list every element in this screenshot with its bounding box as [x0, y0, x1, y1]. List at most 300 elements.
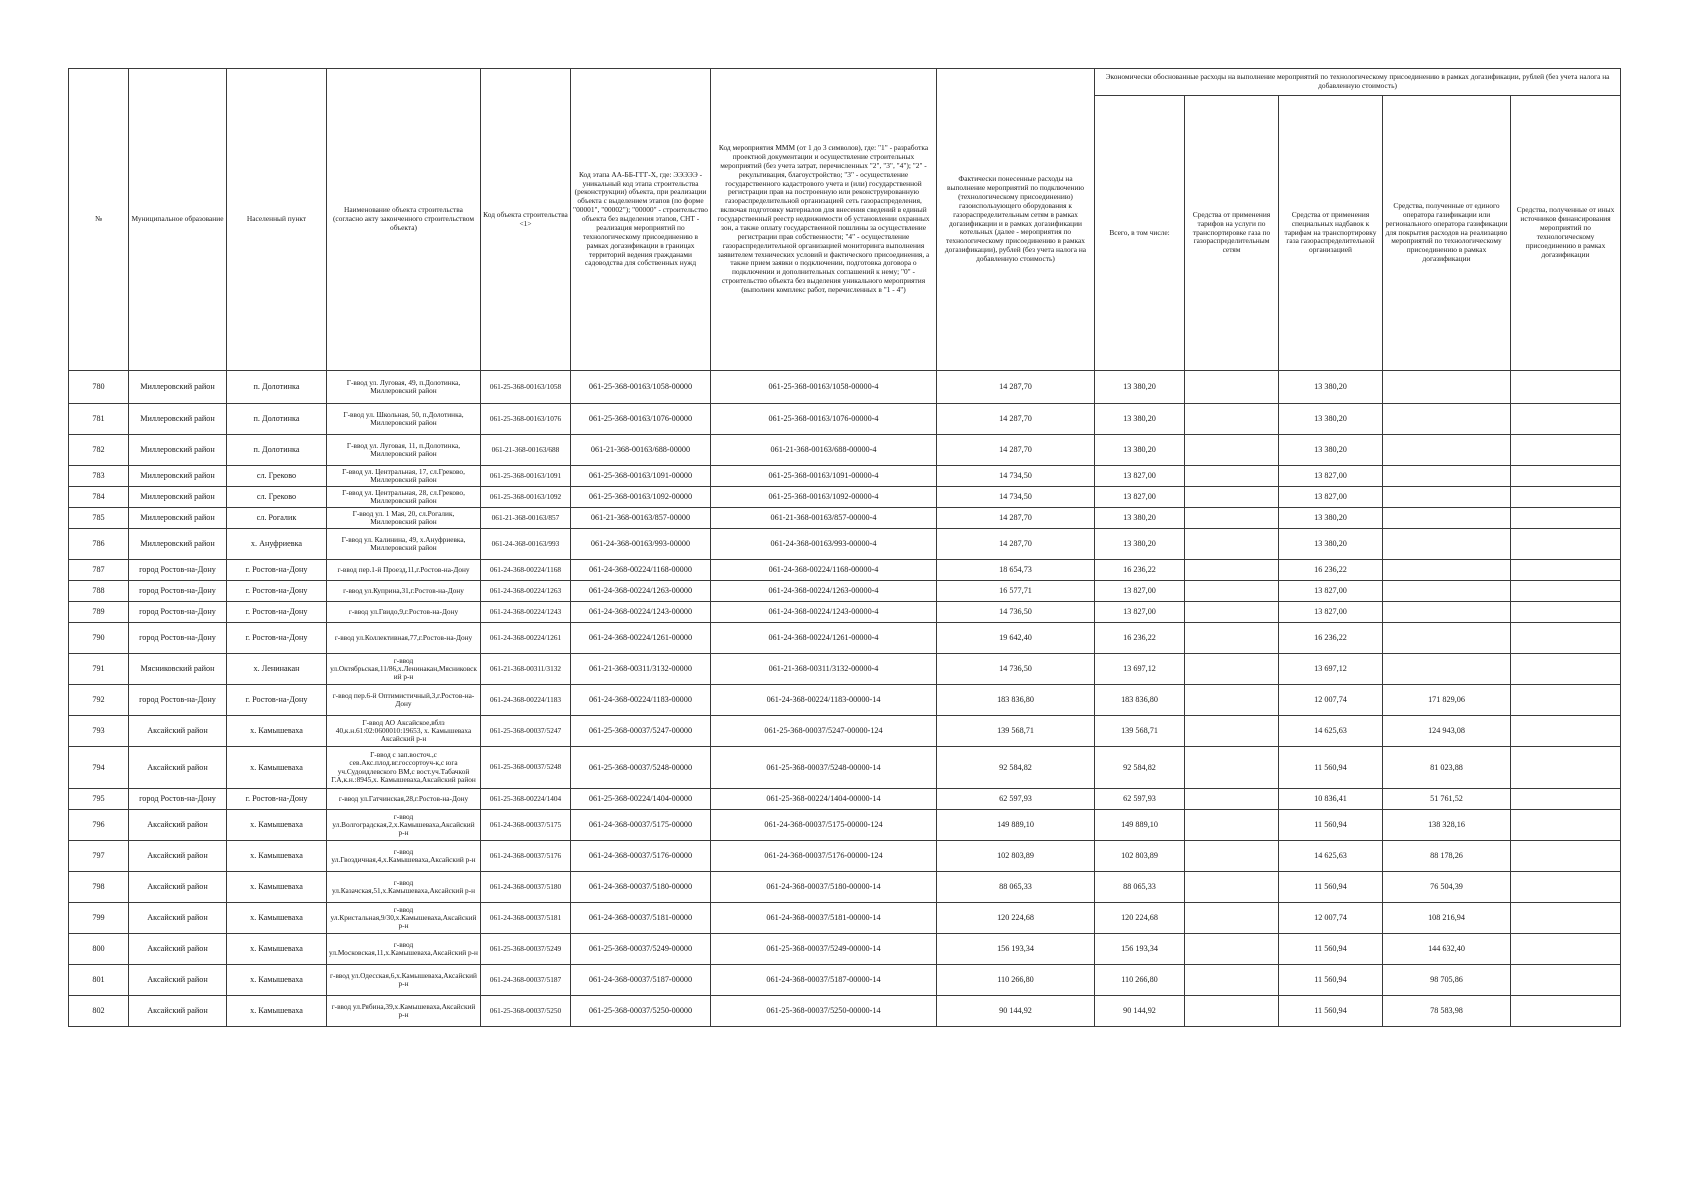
cell-locality: п. Долотинка [227, 435, 327, 466]
cell-actual-costs: 183 836,80 [937, 685, 1095, 716]
cell-num: 791 [69, 654, 129, 685]
cell-measure-code: 061-25-368-00163/1076-00000-4 [711, 404, 937, 435]
cell-locality: х. Ленинакан [227, 654, 327, 685]
cell-num: 799 [69, 903, 129, 934]
cell-actual-costs: 14 734,50 [937, 466, 1095, 487]
cell-actual-costs: 110 266,80 [937, 965, 1095, 996]
cell-total: 13 827,00 [1095, 487, 1185, 508]
cell-num: 781 [69, 404, 129, 435]
cell-municipality: Аксайский район [129, 810, 227, 841]
cell-municipality: Аксайский район [129, 996, 227, 1027]
cell-total: 13 827,00 [1095, 466, 1185, 487]
cell-other-funds [1511, 934, 1621, 965]
cell-locality: г. Ростов-на-Дону [227, 581, 327, 602]
cell-operator-funds [1383, 560, 1511, 581]
cell-actual-costs: 14 287,70 [937, 508, 1095, 529]
cell-actual-costs: 14 287,70 [937, 529, 1095, 560]
cell-actual-costs: 90 144,92 [937, 996, 1095, 1027]
cell-total: 13 380,20 [1095, 404, 1185, 435]
cell-surcharge-funds: 16 236,22 [1279, 560, 1383, 581]
cell-num: 786 [69, 529, 129, 560]
cell-operator-funds [1383, 508, 1511, 529]
cell-total: 16 236,22 [1095, 623, 1185, 654]
cell-object-code: 061-24-368-00037/5181 [481, 903, 571, 934]
cell-other-funds [1511, 487, 1621, 508]
cell-municipality: Аксайский район [129, 872, 227, 903]
cell-num: 780 [69, 371, 129, 404]
table-row [69, 602, 1621, 623]
cell-tariff-funds [1185, 810, 1279, 841]
cell-total: 13 380,20 [1095, 529, 1185, 560]
cell-object-name: г-ввод ул.Гвоздичная,4,х.Камышеваха,Аксайский р-н [327, 841, 481, 872]
cell-total: 102 803,89 [1095, 841, 1185, 872]
cell-object-name: Г-ввод ул. Центральная, 17, сл.Греково, Миллеровский район [327, 466, 481, 487]
cell-stage-code: 061-24-368-00037/5176-00000 [571, 841, 711, 872]
cell-actual-costs: 139 568,71 [937, 716, 1095, 747]
cell-total: 183 836,80 [1095, 685, 1185, 716]
cell-other-funds [1511, 404, 1621, 435]
table-row [69, 371, 1621, 404]
cell-object-name: г-ввод ул.Октябрьская,11/86,х.Ленинакан,Мясниковский р-н [327, 654, 481, 685]
cell-operator-funds: 51 761,52 [1383, 789, 1511, 810]
cell-object-code: 061-24-368-00224/1168 [481, 560, 571, 581]
cell-surcharge-funds: 14 625,63 [1279, 716, 1383, 747]
cell-other-funds [1511, 371, 1621, 404]
cell-actual-costs: 120 224,68 [937, 903, 1095, 934]
cell-municipality: Аксайский район [129, 841, 227, 872]
header-object-name: Наименование объекта строительства (согласно акту законченного строительством объекта) [327, 69, 481, 371]
cell-tariff-funds [1185, 654, 1279, 685]
cell-actual-costs: 14 736,50 [937, 654, 1095, 685]
cell-num: 789 [69, 602, 129, 623]
cell-locality: сл. Греково [227, 487, 327, 508]
cell-operator-funds: 88 178,26 [1383, 841, 1511, 872]
header-other-funds: Средства, полученные от иных источников финансирования мероприятий по технологическому присоединению в рамках догазификации [1511, 96, 1621, 371]
cell-stage-code: 061-24-368-00224/1261-00000 [571, 623, 711, 654]
table-body [69, 371, 1621, 1027]
cell-municipality: Миллеровский район [129, 371, 227, 404]
cell-total: 13 827,00 [1095, 581, 1185, 602]
cell-tariff-funds [1185, 508, 1279, 529]
cell-measure-code: 061-24-368-00037/5176-00000-124 [711, 841, 937, 872]
cell-other-funds [1511, 747, 1621, 789]
cell-operator-funds: 171 829,06 [1383, 685, 1511, 716]
cell-operator-funds: 138 328,16 [1383, 810, 1511, 841]
table-row [69, 581, 1621, 602]
cell-locality: п. Долотинка [227, 404, 327, 435]
cell-measure-code: 061-25-368-00163/1092-00000-4 [711, 487, 937, 508]
cell-stage-code: 061-24-368-00224/1168-00000 [571, 560, 711, 581]
cell-object-code: 061-21-368-00163/688 [481, 435, 571, 466]
cell-tariff-funds [1185, 903, 1279, 934]
cell-object-name: г-ввод ул.Гатчинская,28,г.Ростов-на-Дону [327, 789, 481, 810]
cell-other-funds [1511, 654, 1621, 685]
cell-object-name: Г-ввод ул. Луговая, 11, п.Долотинка, Миллеровский район [327, 435, 481, 466]
table-row [69, 841, 1621, 872]
cell-stage-code: 061-21-368-00163/688-00000 [571, 435, 711, 466]
cell-object-name: Г-ввод ул. Калинина, 49, х.Ануфриевка, Миллеровский район [327, 529, 481, 560]
cell-measure-code: 061-25-368-00037/5247-00000-124 [711, 716, 937, 747]
cell-surcharge-funds: 13 380,20 [1279, 508, 1383, 529]
cell-object-code: 061-25-368-00037/5250 [481, 996, 571, 1027]
cell-other-funds [1511, 466, 1621, 487]
cell-actual-costs: 14 287,70 [937, 371, 1095, 404]
cell-measure-code: 061-25-368-00163/1058-00000-4 [711, 371, 937, 404]
cell-object-code: 061-25-368-00037/5248 [481, 747, 571, 789]
cell-surcharge-funds: 12 007,74 [1279, 903, 1383, 934]
cell-other-funds [1511, 872, 1621, 903]
cell-total: 90 144,92 [1095, 996, 1185, 1027]
cell-municipality: Миллеровский район [129, 435, 227, 466]
cell-object-name: Г-ввод с зап.восточ.,с сев.Акс.плод.вг.госсортоуч-к,с юга уч.Судоидлевского ВМ,с вост.уч.Табачкой Г.А,к.н.:8945,х. Камышеваха,Аксайский район [327, 747, 481, 789]
cell-tariff-funds [1185, 581, 1279, 602]
cell-actual-costs: 16 577,71 [937, 581, 1095, 602]
cell-locality: х. Камышеваха [227, 872, 327, 903]
table-row [69, 623, 1621, 654]
cell-object-code: 061-24-368-00224/1263 [481, 581, 571, 602]
cell-locality: г. Ростов-на-Дону [227, 602, 327, 623]
cell-tariff-funds [1185, 685, 1279, 716]
cell-municipality: Аксайский район [129, 934, 227, 965]
cell-object-name: г-ввод ул.Рябина,39,х.Камышеваха,Аксайский р-н [327, 996, 481, 1027]
cell-total: 110 266,80 [1095, 965, 1185, 996]
cell-tariff-funds [1185, 934, 1279, 965]
cell-surcharge-funds: 13 380,20 [1279, 435, 1383, 466]
cell-actual-costs: 88 065,33 [937, 872, 1095, 903]
cell-other-funds [1511, 623, 1621, 654]
cell-measure-code: 061-25-368-00163/1091-00000-4 [711, 466, 937, 487]
cell-tariff-funds [1185, 623, 1279, 654]
cell-object-code: 061-24-368-00224/1261 [481, 623, 571, 654]
table-row [69, 747, 1621, 789]
cell-stage-code: 061-21-368-00311/3132-00000 [571, 654, 711, 685]
cell-stage-code: 061-25-368-00037/5248-00000 [571, 747, 711, 789]
table-row [69, 934, 1621, 965]
cell-stage-code: 061-25-368-00163/1076-00000 [571, 404, 711, 435]
cell-operator-funds: 144 632,40 [1383, 934, 1511, 965]
cell-object-code: 061-25-368-00163/1058 [481, 371, 571, 404]
cell-surcharge-funds: 13 697,12 [1279, 654, 1383, 685]
cell-municipality: Миллеровский район [129, 466, 227, 487]
cell-locality: х. Камышеваха [227, 996, 327, 1027]
cell-stage-code: 061-25-368-00037/5250-00000 [571, 996, 711, 1027]
cell-actual-costs: 14 734,50 [937, 487, 1095, 508]
cell-stage-code: 061-24-368-00037/5187-00000 [571, 965, 711, 996]
cell-num: 796 [69, 810, 129, 841]
cell-municipality: Аксайский район [129, 716, 227, 747]
cell-object-code: 061-24-368-00037/5187 [481, 965, 571, 996]
cell-object-name: г-ввод ул.Куприна,31,г.Ростов-на-Дону [327, 581, 481, 602]
cell-num: 795 [69, 789, 129, 810]
cell-stage-code: 061-25-368-00037/5249-00000 [571, 934, 711, 965]
cell-measure-code: 061-24-368-00224/1261-00000-4 [711, 623, 937, 654]
cell-other-funds [1511, 841, 1621, 872]
cell-tariff-funds [1185, 996, 1279, 1027]
document-sheet [68, 68, 1620, 1027]
cell-object-name: г-ввод пер.6-й Оптимистичный,3,г.Ростов-на-Дону [327, 685, 481, 716]
cell-municipality: город Ростов-на-Дону [129, 789, 227, 810]
cell-other-funds [1511, 508, 1621, 529]
table-row [69, 810, 1621, 841]
cell-surcharge-funds: 13 380,20 [1279, 404, 1383, 435]
cell-municipality: город Ростов-на-Дону [129, 581, 227, 602]
cell-locality: х. Камышеваха [227, 841, 327, 872]
cell-actual-costs: 14 287,70 [937, 435, 1095, 466]
cell-tariff-funds [1185, 371, 1279, 404]
cell-object-name: г-ввод ул.Волгоградская,2,х.Камышеваха,Аксайский р-н [327, 810, 481, 841]
cell-object-name: г-ввод ул.Казачская,51,х.Камышеваха,Аксайский р-н [327, 872, 481, 903]
cell-other-funds [1511, 789, 1621, 810]
cell-surcharge-funds: 11 560,94 [1279, 747, 1383, 789]
table-row [69, 466, 1621, 487]
cell-operator-funds: 76 504,39 [1383, 872, 1511, 903]
cell-other-funds [1511, 581, 1621, 602]
cell-tariff-funds [1185, 841, 1279, 872]
cell-other-funds [1511, 685, 1621, 716]
cell-measure-code: 061-25-368-00037/5248-00000-14 [711, 747, 937, 789]
cell-measure-code: 061-24-368-00224/1183-00000-14 [711, 685, 937, 716]
table-row [69, 529, 1621, 560]
cell-measure-code: 061-25-368-00037/5249-00000-14 [711, 934, 937, 965]
cell-actual-costs: 102 803,89 [937, 841, 1095, 872]
cell-operator-funds [1383, 581, 1511, 602]
header-municipality: Муниципальное образование [129, 69, 227, 371]
cell-stage-code: 061-25-368-00163/1091-00000 [571, 466, 711, 487]
table-row [69, 654, 1621, 685]
cell-actual-costs: 19 642,40 [937, 623, 1095, 654]
cell-other-funds [1511, 996, 1621, 1027]
cell-object-code: 061-24-368-00224/1183 [481, 685, 571, 716]
header-locality: Населенный пункт [227, 69, 327, 371]
cell-object-name: г-ввод пер.1-й Проезд,11,г.Ростов-на-Дону [327, 560, 481, 581]
cell-object-name: Г-ввод АО Аксайское,вблз 40,к.н.61:02:0600010:19653, х. Камышеваха Аксайский р-н [327, 716, 481, 747]
cell-object-code: 061-24-368-00037/5175 [481, 810, 571, 841]
cell-locality: г. Ростов-на-Дону [227, 623, 327, 654]
cell-total: 139 568,71 [1095, 716, 1185, 747]
cell-total: 92 584,82 [1095, 747, 1185, 789]
cell-surcharge-funds: 16 236,22 [1279, 623, 1383, 654]
cell-municipality: Аксайский район [129, 903, 227, 934]
cell-surcharge-funds: 13 827,00 [1279, 581, 1383, 602]
cell-total: 88 065,33 [1095, 872, 1185, 903]
cell-municipality: Аксайский район [129, 965, 227, 996]
cell-operator-funds [1383, 623, 1511, 654]
table-row [69, 560, 1621, 581]
table-row [69, 508, 1621, 529]
cell-measure-code: 061-21-368-00163/857-00000-4 [711, 508, 937, 529]
cell-locality: сл. Рогалик [227, 508, 327, 529]
cell-num: 793 [69, 716, 129, 747]
cell-operator-funds [1383, 654, 1511, 685]
cell-surcharge-funds: 13 380,20 [1279, 529, 1383, 560]
cell-object-name: Г-ввод ул. Центральная, 28, сл.Греково, Миллеровский район [327, 487, 481, 508]
cell-object-code: 061-21-368-00163/857 [481, 508, 571, 529]
cell-operator-funds: 108 216,94 [1383, 903, 1511, 934]
cell-total: 156 193,34 [1095, 934, 1185, 965]
cell-num: 785 [69, 508, 129, 529]
cell-object-name: Г-ввод ул. 1 Мая, 20, сл.Рогалик, Миллеровский район [327, 508, 481, 529]
cell-actual-costs: 62 597,93 [937, 789, 1095, 810]
cell-actual-costs: 14 736,50 [937, 602, 1095, 623]
cell-locality: г. Ростов-на-Дону [227, 789, 327, 810]
cell-object-name: г-ввод ул.Одесская,6,х.Камышеваха,Аксайский р-н [327, 965, 481, 996]
cell-other-funds [1511, 602, 1621, 623]
cell-surcharge-funds: 11 560,94 [1279, 810, 1383, 841]
cell-municipality: город Ростов-на-Дону [129, 685, 227, 716]
cell-locality: п. Долотинка [227, 371, 327, 404]
cell-municipality: Мясниковский район [129, 654, 227, 685]
cell-municipality: Миллеровский район [129, 487, 227, 508]
cell-num: 800 [69, 934, 129, 965]
cell-surcharge-funds: 11 560,94 [1279, 996, 1383, 1027]
cell-num: 788 [69, 581, 129, 602]
cell-object-code: 061-24-368-00163/993 [481, 529, 571, 560]
cell-other-funds [1511, 435, 1621, 466]
cell-stage-code: 061-24-368-00224/1183-00000 [571, 685, 711, 716]
table-header [69, 69, 1621, 371]
cell-num: 782 [69, 435, 129, 466]
cell-municipality: Аксайский район [129, 747, 227, 789]
cell-surcharge-funds: 11 560,94 [1279, 934, 1383, 965]
cell-tariff-funds [1185, 435, 1279, 466]
cell-num: 801 [69, 965, 129, 996]
cell-measure-code: 061-24-368-00224/1243-00000-4 [711, 602, 937, 623]
cell-tariff-funds [1185, 716, 1279, 747]
cell-stage-code: 061-21-368-00163/857-00000 [571, 508, 711, 529]
header-object-code: Код объекта строительства <1> [481, 69, 571, 371]
cell-stage-code: 061-24-368-00037/5175-00000 [571, 810, 711, 841]
cell-tariff-funds [1185, 747, 1279, 789]
cell-stage-code: 061-25-368-00163/1058-00000 [571, 371, 711, 404]
header-tariff-funds: Средства от применения тарифов на услуги по транспортировке газа по газораспределительным сетям [1185, 96, 1279, 371]
table-row [69, 965, 1621, 996]
cell-stage-code: 061-25-368-00037/5247-00000 [571, 716, 711, 747]
cell-stage-code: 061-24-368-00163/993-00000 [571, 529, 711, 560]
cell-municipality: Миллеровский район [129, 508, 227, 529]
table-row [69, 903, 1621, 934]
cell-total: 13 827,00 [1095, 602, 1185, 623]
cell-measure-code: 061-24-368-00037/5187-00000-14 [711, 965, 937, 996]
cell-object-name: г-ввод ул.Гвидо,9,г.Ростов-на-Дону [327, 602, 481, 623]
cell-stage-code: 061-24-368-00224/1243-00000 [571, 602, 711, 623]
cell-object-name: г-ввод ул.Московская,11,х.Камышеваха,Аксайский р-н [327, 934, 481, 965]
cell-stage-code: 061-25-368-00224/1404-00000 [571, 789, 711, 810]
cell-municipality: город Ростов-на-Дону [129, 623, 227, 654]
cell-other-funds [1511, 903, 1621, 934]
cell-operator-funds: 124 943,08 [1383, 716, 1511, 747]
cell-operator-funds [1383, 404, 1511, 435]
cell-municipality: Миллеровский район [129, 404, 227, 435]
cell-num: 790 [69, 623, 129, 654]
cell-tariff-funds [1185, 560, 1279, 581]
cell-object-name: Г-ввод ул. Луговая, 49, п.Долотинка, Миллеровский район [327, 371, 481, 404]
cell-surcharge-funds: 12 007,74 [1279, 685, 1383, 716]
cell-num: 802 [69, 996, 129, 1027]
table-row [69, 716, 1621, 747]
cell-total: 13 697,12 [1095, 654, 1185, 685]
cell-object-code: 061-25-368-00037/5247 [481, 716, 571, 747]
cell-object-code: 061-24-368-00037/5180 [481, 872, 571, 903]
cell-locality: х. Камышеваха [227, 934, 327, 965]
cell-operator-funds: 98 705,86 [1383, 965, 1511, 996]
cell-measure-code: 061-24-368-00037/5175-00000-124 [711, 810, 937, 841]
cell-measure-code: 061-24-368-00224/1168-00000-4 [711, 560, 937, 581]
cell-operator-funds [1383, 435, 1511, 466]
dogasification-table [68, 68, 1621, 1027]
cell-measure-code: 061-24-368-00037/5180-00000-14 [711, 872, 937, 903]
cell-total: 16 236,22 [1095, 560, 1185, 581]
cell-total: 13 380,20 [1095, 508, 1185, 529]
cell-object-name: г-ввод ул.Коллективная,77,г.Ростов-на-Дону [327, 623, 481, 654]
cell-object-code: 061-25-368-00163/1092 [481, 487, 571, 508]
cell-municipality: Миллеровский район [129, 529, 227, 560]
cell-operator-funds: 81 023,88 [1383, 747, 1511, 789]
cell-measure-code: 061-24-368-00037/5181-00000-14 [711, 903, 937, 934]
cell-object-name: г-ввод ул.Кристальная,9/30,х.Камышеваха,Аксайский р-н [327, 903, 481, 934]
cell-municipality: город Ростов-на-Дону [129, 602, 227, 623]
cell-object-code: 061-21-368-00311/3132 [481, 654, 571, 685]
cell-actual-costs: 156 193,34 [937, 934, 1095, 965]
table-row [69, 996, 1621, 1027]
cell-actual-costs: 18 654,73 [937, 560, 1095, 581]
cell-locality: х. Камышеваха [227, 810, 327, 841]
cell-num: 784 [69, 487, 129, 508]
cell-total: 13 380,20 [1095, 371, 1185, 404]
cell-tariff-funds [1185, 872, 1279, 903]
cell-measure-code: 061-21-368-00163/688-00000-4 [711, 435, 937, 466]
cell-tariff-funds [1185, 965, 1279, 996]
cell-num: 787 [69, 560, 129, 581]
cell-operator-funds [1383, 602, 1511, 623]
cell-measure-code: 061-24-368-00224/1263-00000-4 [711, 581, 937, 602]
header-operator-funds: Средства, полученные от единого оператора газификации или регионального оператора газификации для покрытия расходов на реализацию мероприятий по технологическому присоединению в рамках догазификации [1383, 96, 1511, 371]
table-row [69, 435, 1621, 466]
header-total: Всего, в том числе: [1095, 96, 1185, 371]
cell-stage-code: 061-25-368-00163/1092-00000 [571, 487, 711, 508]
cell-total: 120 224,68 [1095, 903, 1185, 934]
table-row [69, 789, 1621, 810]
cell-num: 794 [69, 747, 129, 789]
cell-stage-code: 061-24-368-00037/5181-00000 [571, 903, 711, 934]
table-row [69, 404, 1621, 435]
cell-locality: х. Камышеваха [227, 903, 327, 934]
cell-surcharge-funds: 11 560,94 [1279, 965, 1383, 996]
cell-actual-costs: 149 889,10 [937, 810, 1095, 841]
header-measure-code: Код мероприятия МММ (от 1 до 3 символов), где: "1" - разработка проектной документации и осуществление строительных мероприятий (без учета затрат, перечисленных "2", "3", "4"); "2" - рекультивация, благоустройство; "3" - осуществление государственного кадастрового учета и (или) государственной регистрации прав на построенную или реконструированную газораспределительной организацией сеть газораспределения, включая подготовку материалов для внесения сведений в единый государственный реестр недвижимости об установлении охранных зон, а также оплату государственной пошлины за осуществление регистрации прав собственности; "4" - осуществление газораспределительной организацией мониторинга выполнения заявителем технических условий и фактического присоединения, а также прием заявки о подключении, подготовка договора о подключении и дополнительных соглашений к нему; "0" - строительство объекта без выделения уникального мероприятия (выполнен комплекс работ, перечисленных в "1 - 4") [711, 69, 937, 371]
cell-locality: х. Камышеваха [227, 747, 327, 789]
cell-num: 798 [69, 872, 129, 903]
cell-tariff-funds [1185, 789, 1279, 810]
cell-stage-code: 061-24-368-00037/5180-00000 [571, 872, 711, 903]
cell-municipality: город Ростов-на-Дону [129, 560, 227, 581]
cell-stage-code: 061-24-368-00224/1263-00000 [571, 581, 711, 602]
header-num: № [69, 69, 129, 371]
header-stage-code: Код этапа АА-ББ-ГГГ-Х, где: ЭЭЭЭЭ - уникальный код этапа строительства (реконструкции) объекта, при реализации объекта с выделением этапов (по форме "00001", "00002"); "00000" - строительство объекта без выделения этапов, СНТ - реализация мероприятий по технологическому присоединению в рамках догазификации в границах территорий ведения гражданами садоводства для собственных нужд [571, 69, 711, 371]
cell-total: 149 889,10 [1095, 810, 1185, 841]
cell-total: 13 380,20 [1095, 435, 1185, 466]
cell-actual-costs: 14 287,70 [937, 404, 1095, 435]
cell-surcharge-funds: 13 380,20 [1279, 371, 1383, 404]
cell-object-code: 061-25-368-00224/1404 [481, 789, 571, 810]
cell-measure-code: 061-25-368-00224/1404-00000-14 [711, 789, 937, 810]
header-surcharge-funds: Средства от применения специальных надбавок к тарифам на транспортировку газа газораспределительной организацией [1279, 96, 1383, 371]
cell-num: 797 [69, 841, 129, 872]
cell-total: 62 597,93 [1095, 789, 1185, 810]
cell-num: 792 [69, 685, 129, 716]
header-econ-group: Экономически обоснованные расходы на выполнение мероприятий по технологическому присоединению в рамках догазификации, рублей (без учета налога на добавленную стоимость) [1095, 69, 1621, 96]
cell-operator-funds [1383, 466, 1511, 487]
cell-surcharge-funds: 11 560,94 [1279, 872, 1383, 903]
